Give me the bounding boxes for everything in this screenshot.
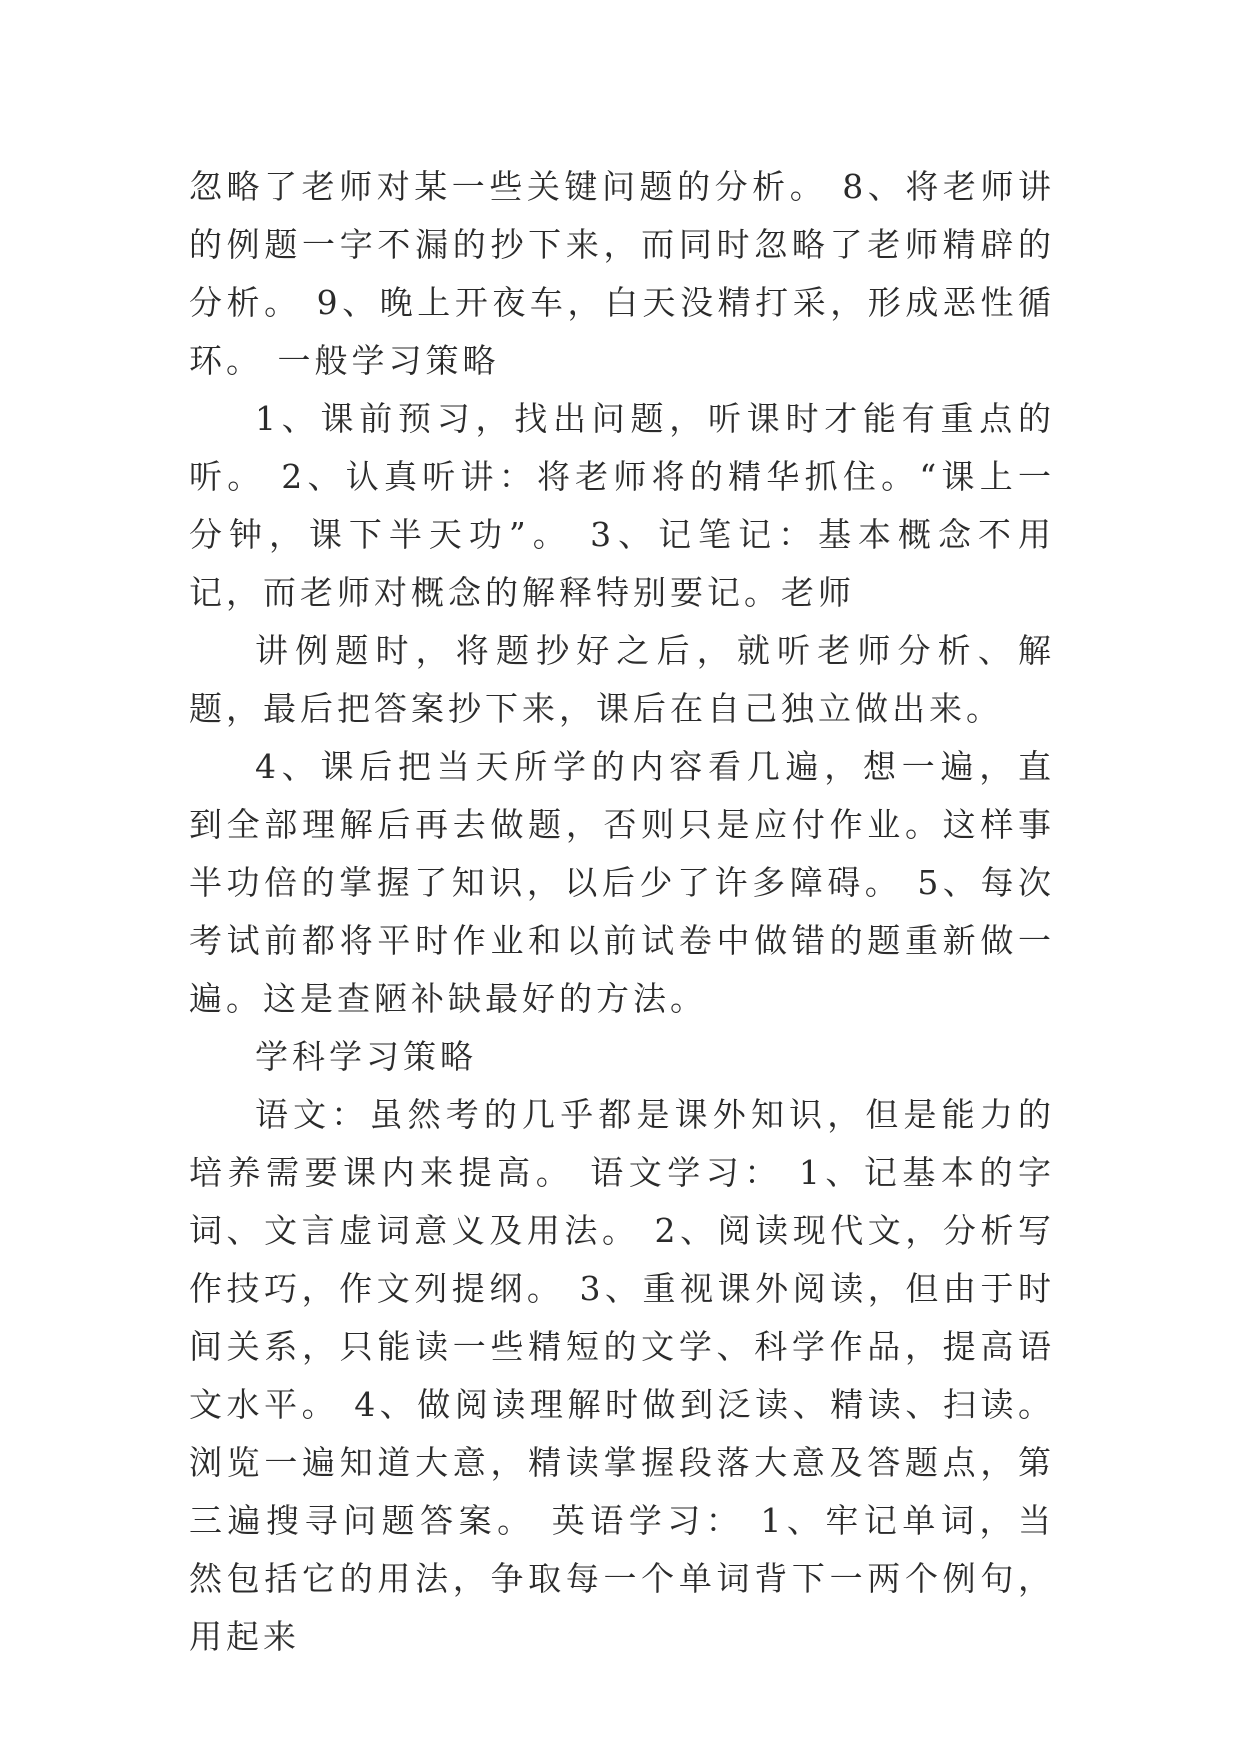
document-body bbox=[189, 158, 1055, 1666]
paragraph-chinese-english-study: 语文：虽然考的几乎都是课外知识，但是能力的培养需要课内来提高。 语文学习： 1、记基本的字词、文言虚词意义及用法。 2、阅读现代文，分析写作技巧，作文列提纲。 3、重视课外阅读，但由于时间关系，只能读一些精短的文学、科学作品，提高语文水平。 4、做阅读理解时做到泛读、精读、扫读。浏览一遍知道大意，精读掌握段落大意及答题点，第三遍搜寻问题答案。 英语学习： 1、牢记单词，当然包括它的用法，争取每一个单词背下一两个例句，用起来 bbox=[189, 1095, 1055, 1656]
paragraph-example-problems: 讲例题时，将题抄好之后，就听老师分析、解题，最后把答案抄下来，课后在自己独立做出来。 bbox=[189, 631, 1055, 728]
paragraph-general-strategy-1-3: 1、课前预习，找出问题，听课时才能有重点的听。 2、认真听讲：将老师将的精华抓住。“课上一分钟，课下半天功”。 3、记笔记：基本概念不用记，而老师对概念的解释特别要记。老师 bbox=[189, 399, 1055, 612]
paragraph-general-strategy-4-5: 4、课后把当天所学的内容看几遍，想一遍，直到全部理解后再去做题，否则只是应付作业。这样事半功倍的掌握了知识，以后少了许多障碍。 5、每次考试前都将平时作业和以前试卷中做错的题重新做一遍。这是查陋补缺最好的方法。 bbox=[189, 747, 1055, 1018]
paragraph-intro-continuation: 忽略了老师对某一些关键问题的分析。 8、将老师讲的例题一字不漏的抄下来，而同时忽略了老师精辟的分析。 9、晚上开夜车，白天没精打采，形成恶性循环。 一般学习策略 bbox=[189, 167, 1055, 380]
section-heading-subject-strategy: 学科学习策略 bbox=[255, 1037, 477, 1076]
